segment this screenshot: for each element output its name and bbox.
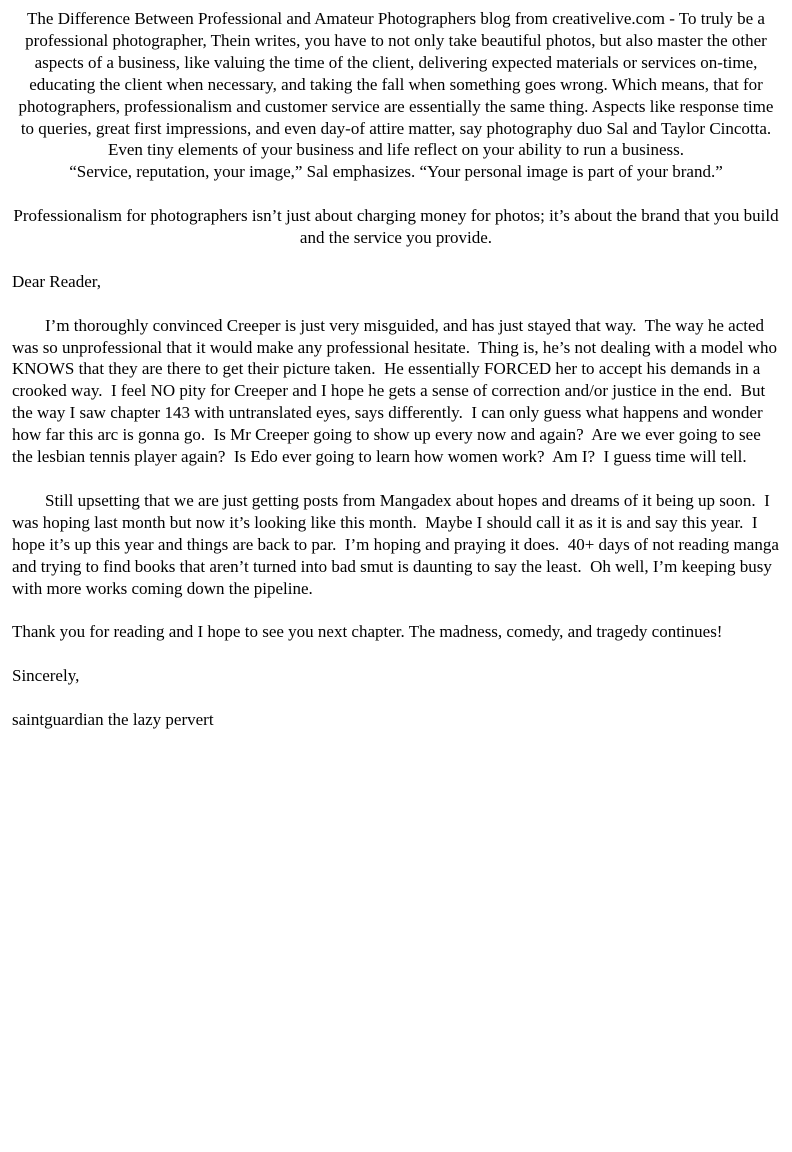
sign-off: Sincerely, <box>12 666 80 686</box>
closing-thanks: Thank you for reading and I hope to see you next chapter. The madness, comedy, and tragedy continues! <box>12 622 723 642</box>
letter-paragraph-1: I’m thoroughly convinced Creeper is just very misguided, and has just stayed that way. The way he acted was so unprofessional that it would make any professional hesitate. Thing is, he’s not dealing with a model who KNOWS that they are there to get their picture taken. He essentially FORCED her to accept his demands in a crooked way. I feel NO pity for Creeper and I hope he gets a sense of correction and/or justice in the end. But the way I saw chapter 143 with untranslated eyes, says differently. I can only guess what happens and wonder how far this arc is gonna go. Is Mr Creeper going to show up every now and again? Are we ever going to see the lesbian tennis player again? Is Edo ever going to learn how women work? Am I? I guess time will tell. <box>12 315 782 467</box>
tagline-paragraph: Professionalism for photographers isn’t just about charging money for photos; it’s about the brand that you build and the service you provide. <box>13 206 783 248</box>
letter-paragraph-2: Still upsetting that we are just getting posts from Mangadex about hopes and dreams of it being up soon. I was hoping last month but now it’s looking like this month. Maybe I should call it as it is and say this year. I hope it’s up this year and things are back to par. I’m hoping and praying it does. 40+ days of not reading manga and trying to find books that aren’t turned into bad smut is daunting to say the least. Oh well, I’m keeping busy with more works coming down the pipeline. <box>12 490 784 598</box>
salutation: Dear Reader, <box>12 271 101 291</box>
intro-quote: “Service, reputation, your image,” Sal emphasizes. “Your personal image is part of your brand.” <box>69 162 723 182</box>
signature: saintguardian the lazy pervert <box>12 709 214 729</box>
intro-paragraph: The Difference Between Professional and Amateur Photographers blog from creativelive.com - To truly be a professional photographer, Thein writes, you have to not only take beautiful photos, but also master the other aspects of a business, like valuing the time of the client, delivering expected materials or services on-time, educating the client when necessary, and taking the fall when something goes wrong. Which means, that for photographers, professionalism and customer service are essentially the same thing. Aspects like response time to queries, great first impressions, and even day-of attire matter, say photography duo Sal and Taylor Cincotta. Even tiny elements of your business and life reflect on your ability to run a business. <box>18 9 778 160</box>
